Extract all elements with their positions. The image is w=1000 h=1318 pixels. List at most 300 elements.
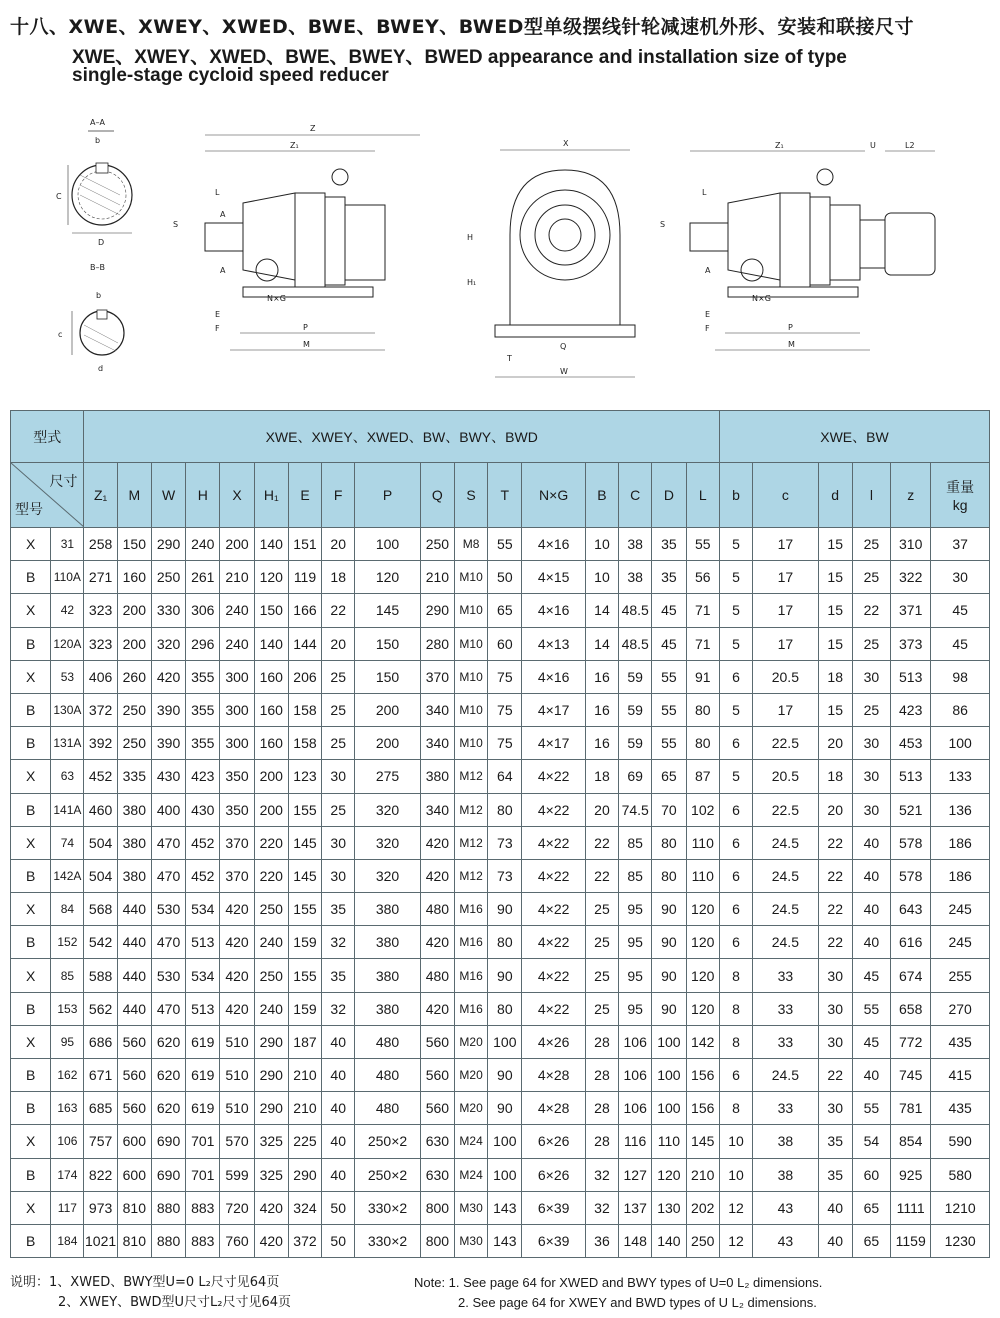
row-cell: 90 [488, 893, 522, 926]
row-cell: 355 [186, 727, 220, 760]
row-model: 141A [51, 793, 84, 826]
row-cell: 22.5 [753, 793, 818, 826]
row-cell: 420 [254, 1224, 288, 1257]
row-cell: 340 [420, 693, 454, 726]
row-cell: 480 [420, 893, 454, 926]
row-series: B [11, 1158, 51, 1191]
corner-top-label: 尺寸 [49, 473, 78, 489]
row-cell: 150 [355, 660, 420, 693]
row-cell: 430 [186, 793, 220, 826]
notes-en-1: Note: 1. See page 64 for XWED and BWY types of U=0 L₂ dimensions. [414, 1275, 823, 1290]
row-cell: 470 [151, 992, 185, 1025]
row-cell: 40 [322, 1025, 355, 1058]
notes-en [414, 1273, 822, 1313]
row-cell: 619 [186, 1092, 220, 1125]
row-series: B [11, 1224, 51, 1257]
row-model: 174 [51, 1158, 84, 1191]
label-z: Z [310, 124, 316, 133]
row-cell: 59 [619, 660, 652, 693]
row-cell: 4×22 [522, 793, 585, 826]
row-cell: 130 [652, 1191, 686, 1224]
row-cell: 24.5 [753, 926, 818, 959]
row-cell: 35 [652, 528, 686, 561]
row-cell: 160 [254, 727, 288, 760]
row-cell: 55 [852, 1092, 890, 1125]
row-model: 120A [51, 627, 84, 660]
row-cell: 250 [117, 693, 151, 726]
row-cell: 258 [84, 528, 117, 561]
row-cell: 25 [585, 992, 618, 1025]
row-cell: 45 [652, 594, 686, 627]
row-cell: 392 [84, 727, 117, 760]
row-cell: 510 [220, 1092, 254, 1125]
row-cell: 616 [891, 926, 931, 959]
row-cell: 55 [652, 727, 686, 760]
row-cell: 37 [931, 528, 990, 561]
row-cell: 65 [852, 1224, 890, 1257]
row-cell: 423 [186, 760, 220, 793]
row-cell: 210 [288, 1092, 321, 1125]
row-cell: 22 [852, 594, 890, 627]
row-cell: 32 [322, 992, 355, 1025]
row-cell: 100 [931, 727, 990, 760]
row-cell: 87 [686, 760, 719, 793]
row-cell: 300 [220, 727, 254, 760]
row-cell: 18 [322, 561, 355, 594]
row-cell: 142 [686, 1025, 719, 1058]
row-cell: 202 [686, 1191, 719, 1224]
row-cell: 100 [355, 528, 420, 561]
row-cell: M24 [454, 1158, 487, 1191]
row-cell: 70 [652, 793, 686, 826]
row-series: X [11, 826, 51, 859]
table-row [11, 1224, 990, 1257]
row-cell: 406 [84, 660, 117, 693]
row-cell: 330×2 [355, 1191, 420, 1224]
row-cell: 18 [818, 660, 852, 693]
row-cell: 80 [652, 826, 686, 859]
row-cell: 255 [931, 959, 990, 992]
row-cell: 745 [891, 1059, 931, 1092]
row-cell: 440 [117, 926, 151, 959]
row-cell: 435 [931, 1025, 990, 1058]
row-cell: 22 [818, 859, 852, 892]
row-cell: 5 [719, 561, 752, 594]
row-cell: 400 [151, 793, 185, 826]
row-cell: 140 [254, 528, 288, 561]
row-cell: 325 [254, 1158, 288, 1191]
row-cell: 22 [818, 893, 852, 926]
row-cell: 40 [852, 926, 890, 959]
row-model: 31 [51, 528, 84, 561]
row-cell: 75 [488, 660, 522, 693]
row-cell: 4×28 [522, 1092, 585, 1125]
row-cell: 25 [585, 959, 618, 992]
row-cell: 440 [117, 992, 151, 1025]
row-cell: 50 [322, 1224, 355, 1257]
label-z1: Z₁ [290, 141, 299, 150]
row-cell: M16 [454, 959, 487, 992]
row-cell: 25 [585, 926, 618, 959]
row-cell: 220 [254, 826, 288, 859]
row-cell: 85 [619, 826, 652, 859]
row-series: X [11, 1125, 51, 1158]
row-cell: 510 [220, 1059, 254, 1092]
row-cell: 880 [151, 1224, 185, 1257]
row-cell: 371 [891, 594, 931, 627]
row-cell: 4×17 [522, 693, 585, 726]
row-cell: 4×28 [522, 1059, 585, 1092]
row-cell: 145 [686, 1125, 719, 1158]
row-cell: 60 [852, 1158, 890, 1191]
row-cell: 59 [619, 693, 652, 726]
col-header-weight [931, 463, 990, 528]
col-header: d [818, 463, 852, 528]
row-cell: 95 [619, 959, 652, 992]
row-cell: 671 [84, 1059, 117, 1092]
row-cell: 306 [186, 594, 220, 627]
col-header: L [686, 463, 719, 528]
row-cell: 38 [753, 1125, 818, 1158]
row-cell: 40 [818, 1224, 852, 1257]
row-cell: 6 [719, 727, 752, 760]
row-cell: 380 [117, 793, 151, 826]
row-cell: M10 [454, 727, 487, 760]
header-type: 型式 [11, 411, 84, 463]
row-cell: 22 [322, 594, 355, 627]
row-cell: 380 [355, 959, 420, 992]
row-cell: 810 [117, 1191, 151, 1224]
row-cell: 25 [852, 528, 890, 561]
row-cell: 4×26 [522, 1025, 585, 1058]
row-cell: 40 [852, 893, 890, 926]
row-model: 142A [51, 859, 84, 892]
row-model: 63 [51, 760, 84, 793]
row-cell: 43 [753, 1224, 818, 1257]
row-cell: 245 [931, 926, 990, 959]
col-header: W [151, 463, 185, 528]
row-cell: 120 [652, 1158, 686, 1191]
row-cell: 1210 [931, 1191, 990, 1224]
row-cell: 38 [619, 528, 652, 561]
row-cell: M20 [454, 1025, 487, 1058]
row-cell: 600 [117, 1125, 151, 1158]
row-cell: 120 [686, 893, 719, 926]
row-cell: 261 [186, 561, 220, 594]
row-cell: 35 [818, 1125, 852, 1158]
col-header: c [753, 463, 818, 528]
row-cell: 20 [818, 727, 852, 760]
row-cell: 16 [585, 660, 618, 693]
row-cell: 5 [719, 760, 752, 793]
dimension-table [10, 410, 990, 1258]
row-cell: 513 [186, 992, 220, 1025]
row-cell: 460 [84, 793, 117, 826]
row-series: B [11, 926, 51, 959]
row-cell: 4×17 [522, 727, 585, 760]
row-cell: 158 [288, 693, 321, 726]
row-cell: 22 [818, 926, 852, 959]
row-cell: 43 [753, 1191, 818, 1224]
row-cell: 300 [220, 693, 254, 726]
row-cell: 8 [719, 1025, 752, 1058]
table-row [11, 1092, 990, 1125]
row-cell: 323 [84, 594, 117, 627]
row-cell: 40 [322, 1059, 355, 1092]
row-cell: 560 [420, 1059, 454, 1092]
shaft-section-drawing [40, 115, 160, 375]
row-cell: 8 [719, 992, 752, 1025]
row-cell: 55 [852, 992, 890, 1025]
row-series: X [11, 893, 51, 926]
row-cell: 452 [84, 760, 117, 793]
label-s-b: S [660, 220, 666, 229]
row-cell: 24.5 [753, 826, 818, 859]
row-cell: 6 [719, 1059, 752, 1092]
row-model: 152 [51, 926, 84, 959]
row-cell: 701 [186, 1125, 220, 1158]
label-m: M [303, 340, 310, 349]
notes-cn-2: 2、XWEY、BWD型U尺寸L₂尺寸见64页 [58, 1295, 292, 1310]
row-cell: 800 [420, 1224, 454, 1257]
row-cell: 210 [288, 1059, 321, 1092]
row-cell: 6×39 [522, 1191, 585, 1224]
row-cell: 45 [852, 959, 890, 992]
row-cell: 674 [891, 959, 931, 992]
row-cell: 30 [322, 760, 355, 793]
row-cell: 133 [931, 760, 990, 793]
row-cell: M20 [454, 1059, 487, 1092]
row-cell: 240 [220, 594, 254, 627]
row-cell: 578 [891, 859, 931, 892]
row-cell: 56 [686, 561, 719, 594]
row-model: 153 [51, 992, 84, 1025]
row-cell: 685 [84, 1092, 117, 1125]
col-header: X [220, 463, 254, 528]
row-model: 117 [51, 1191, 84, 1224]
row-cell: 350 [220, 760, 254, 793]
row-cell: 17 [753, 627, 818, 660]
row-cell: 35 [818, 1158, 852, 1191]
row-cell: 420 [420, 826, 454, 859]
page-title-cn: 十八、XWE、XWEY、XWED、BWE、BWEY、BWED型单级摆线针轮减速机外形、安装和联接尺寸 [10, 16, 914, 38]
row-cell: 55 [652, 660, 686, 693]
label-p-b: P [788, 323, 793, 332]
row-cell: M30 [454, 1191, 487, 1224]
row-cell: 160 [254, 693, 288, 726]
row-cell: M16 [454, 926, 487, 959]
row-cell: 120 [355, 561, 420, 594]
row-cell: 45 [931, 594, 990, 627]
col-header: Q [420, 463, 454, 528]
notes-cn-1: 1、XWED、BWY型U=0 L₂尺寸见64页 [49, 1275, 280, 1290]
row-cell: 320 [355, 793, 420, 826]
row-series: B [11, 793, 51, 826]
row-cell: 127 [619, 1158, 652, 1191]
row-cell: 110 [652, 1125, 686, 1158]
row-cell: 120 [686, 992, 719, 1025]
row-cell: 320 [355, 826, 420, 859]
row-cell: 22.5 [753, 727, 818, 760]
row-model: 106 [51, 1125, 84, 1158]
row-cell: 73 [488, 826, 522, 859]
row-cell: 64 [488, 760, 522, 793]
row-cell: 630 [420, 1125, 454, 1158]
row-cell: 65 [652, 760, 686, 793]
row-cell: 530 [151, 893, 185, 926]
label-q: Q [560, 342, 567, 351]
row-cell: 20.5 [753, 660, 818, 693]
row-cell: 90 [652, 959, 686, 992]
row-cell: 8 [719, 959, 752, 992]
row-cell: 240 [220, 627, 254, 660]
row-cell: 440 [117, 959, 151, 992]
row-cell: 470 [151, 926, 185, 959]
row-cell: 14 [585, 627, 618, 660]
row-cell: 562 [84, 992, 117, 1025]
row-cell: 22 [585, 826, 618, 859]
weight-label: 重量 [946, 479, 975, 495]
row-cell: 59 [619, 727, 652, 760]
row-cell: 420 [254, 1191, 288, 1224]
row-cell: 145 [288, 826, 321, 859]
row-cell: 560 [117, 1059, 151, 1092]
row-cell: 28 [585, 1059, 618, 1092]
row-cell: 350 [220, 793, 254, 826]
row-cell: 250×2 [355, 1158, 420, 1191]
row-series: X [11, 1025, 51, 1058]
row-series: B [11, 627, 51, 660]
row-cell: 260 [117, 660, 151, 693]
row-cell: 24.5 [753, 893, 818, 926]
row-cell: 271 [84, 561, 117, 594]
row-cell: M12 [454, 826, 487, 859]
row-cell: 210 [686, 1158, 719, 1191]
row-cell: 25 [322, 660, 355, 693]
row-cell: 80 [488, 793, 522, 826]
row-cell: 200 [254, 760, 288, 793]
row-cell: 630 [420, 1158, 454, 1191]
row-cell: 200 [117, 627, 151, 660]
row-cell: M30 [454, 1224, 487, 1257]
label-h: H [467, 233, 474, 242]
row-cell: 15 [818, 627, 852, 660]
table-row [11, 760, 990, 793]
row-cell: 155 [288, 959, 321, 992]
row-cell: M24 [454, 1125, 487, 1158]
row-cell: 250 [151, 561, 185, 594]
row-cell: 90 [488, 1059, 522, 1092]
row-cell: 91 [686, 660, 719, 693]
row-cell: 100 [488, 1125, 522, 1158]
row-cell: 28 [585, 1025, 618, 1058]
row-cell: 166 [288, 594, 321, 627]
row-cell: 16 [585, 693, 618, 726]
row-cell: 440 [117, 893, 151, 926]
row-cell: 4×22 [522, 760, 585, 793]
row-cell: M10 [454, 627, 487, 660]
label-t: T [507, 354, 512, 363]
row-model: 74 [51, 826, 84, 859]
row-cell: M12 [454, 760, 487, 793]
row-cell: 513 [186, 926, 220, 959]
row-cell: 65 [488, 594, 522, 627]
label-l-b: L [702, 188, 707, 197]
row-cell: 320 [151, 627, 185, 660]
row-cell: 95 [619, 992, 652, 1025]
row-cell: 35 [322, 893, 355, 926]
row-cell: 123 [288, 760, 321, 793]
row-cell: 200 [355, 693, 420, 726]
row-cell: 151 [288, 528, 321, 561]
table-row [11, 1125, 990, 1158]
row-cell: 1021 [84, 1224, 117, 1257]
row-cell: 4×22 [522, 859, 585, 892]
row-cell: 883 [186, 1224, 220, 1257]
row-cell: 781 [891, 1092, 931, 1125]
row-cell: 290 [254, 1059, 288, 1092]
row-cell: 40 [818, 1191, 852, 1224]
row-cell: 32 [585, 1191, 618, 1224]
row-cell: 106 [619, 1025, 652, 1058]
page-title-en-line2: single-stage cycloid speed reducer [72, 65, 389, 86]
row-cell: 800 [420, 1191, 454, 1224]
row-cell: 380 [117, 859, 151, 892]
row-series: X [11, 660, 51, 693]
row-cell: 620 [151, 1025, 185, 1058]
row-cell: M12 [454, 793, 487, 826]
row-cell: 290 [254, 1025, 288, 1058]
row-cell: 75 [488, 727, 522, 760]
row-cell: 6 [719, 859, 752, 892]
row-model: 110A [51, 561, 84, 594]
row-cell: 150 [254, 594, 288, 627]
row-cell: 4×22 [522, 926, 585, 959]
row-cell: 210 [220, 561, 254, 594]
row-cell: 30 [818, 959, 852, 992]
row-cell: 560 [420, 1025, 454, 1058]
row-cell: 4×16 [522, 660, 585, 693]
row-cell: 310 [891, 528, 931, 561]
row-cell: 33 [753, 1025, 818, 1058]
row-cell: 15 [818, 594, 852, 627]
row-cell: 200 [117, 594, 151, 627]
row-cell: 380 [355, 893, 420, 926]
row-cell: 470 [151, 859, 185, 892]
row-cell: 4×13 [522, 627, 585, 660]
table-row [11, 826, 990, 859]
row-cell: 760 [220, 1224, 254, 1257]
row-cell: 415 [931, 1059, 990, 1092]
table-row [11, 727, 990, 760]
table-row [11, 859, 990, 892]
row-cell: 280 [420, 627, 454, 660]
col-header: S [454, 463, 487, 528]
row-series: B [11, 561, 51, 594]
row-cell: 4×16 [522, 594, 585, 627]
col-header: z [891, 463, 931, 528]
row-cell: 620 [151, 1092, 185, 1125]
label-w: W [560, 367, 568, 376]
row-cell: 30 [818, 1025, 852, 1058]
row-cell: 530 [151, 959, 185, 992]
row-cell: 390 [151, 693, 185, 726]
row-cell: 38 [753, 1158, 818, 1191]
label-bb: B–B [90, 263, 105, 272]
col-header: M [117, 463, 151, 528]
row-cell: 159 [288, 992, 321, 1025]
row-cell: 14 [585, 594, 618, 627]
